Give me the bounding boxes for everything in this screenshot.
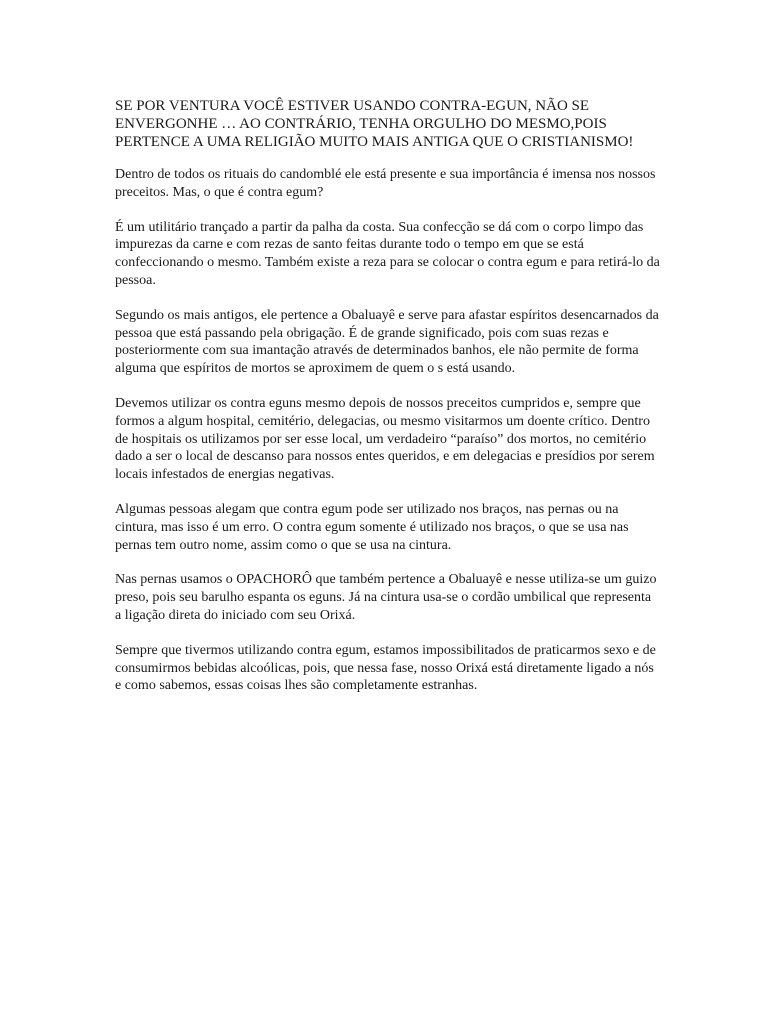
- paragraph-intro: Dentro de todos os rituais do candomblé ele está presente e sua importância é imensa nos nossos preceitos. Mas, o que é contra egum?: [115, 167, 656, 200]
- paragraph-restrictions: Sempre que tivermos utilizando contra egum, estamos impossibilitados de praticarmos sexo e de consumirmos bebidas alcoólicas, pois, que nessa fase, nosso Orixá está diretamente ligado a nós e como sabemos, essas coisas lhes são completamente estranhas.: [115, 642, 656, 694]
- paragraph-opachoro: Nas pernas usamos o OPACHORÔ que também pertence a Obaluayê e nesse utiliza-se um guizo preso, pois seu barulho espanta os eguns. Já na cintura usa-se o cordão umbilical que representa a ligação direta do iniciado com seu Orixá.: [115, 572, 657, 623]
- paragraph-origin: Segundo os mais antigos, ele pertence a Obaluayê e serve para afastar espíritos desencarnados da pessoa que está passando pela obrigação. É de grande significado, pois com suas rezas e posteriormente com sua imantação através de determinados banhos, ele não permite de forma alguma que espíritos de mortos se aproximem de quem o s está usando.: [115, 307, 659, 377]
- document-body: [115, 97, 660, 712]
- paragraph-usage: Devemos utilizar os contra eguns mesmo depois de nossos preceitos cumpridos e, sempre que formos a algum hospital, cemitério, delegacias, ou mesmo visitarmos um doente crítico. Dentro de hospitais os utilizamos por ser esse local, um verdadeiro “paraíso” dos mortos, no cemitério dado a ser o local de descanso para nossos entes queridos, e em delegacias e presídios por serem locais infestados de energias negativas.: [115, 395, 655, 483]
- paragraph-placement: Algumas pessoas alegam que contra egum pode ser utilizado nos braços, nas pernas ou na cintura, mas isso é um erro. O contra egum somente é utilizado nos braços, o que se usa nas pernas tem outro nome, assim como o que se usa na cintura.: [115, 501, 629, 553]
- paragraph-definition: É um utilitário trançado a partir da palha da costa. Sua confecção se dá com o corpo limpo das impurezas da carne e com rezas de santo feitas durante todo o tempo em que se está confeccionando o mesmo. Também existe a reza para se colocar o contra egum e para retirá-lo da pessoa.: [115, 219, 660, 288]
- document-heading: SE POR VENTURA VOCÊ ESTIVER USANDO CONTRA-EGUN, NÃO SE ENVERGONHE … AO CONTRÁRIO, TENHA ORGULHO DO MESMO,POIS PERTENCE A UMA RELIGIÃO MUITO MAIS ANTIGA QUE O CRISTIANISMO!: [115, 98, 634, 150]
